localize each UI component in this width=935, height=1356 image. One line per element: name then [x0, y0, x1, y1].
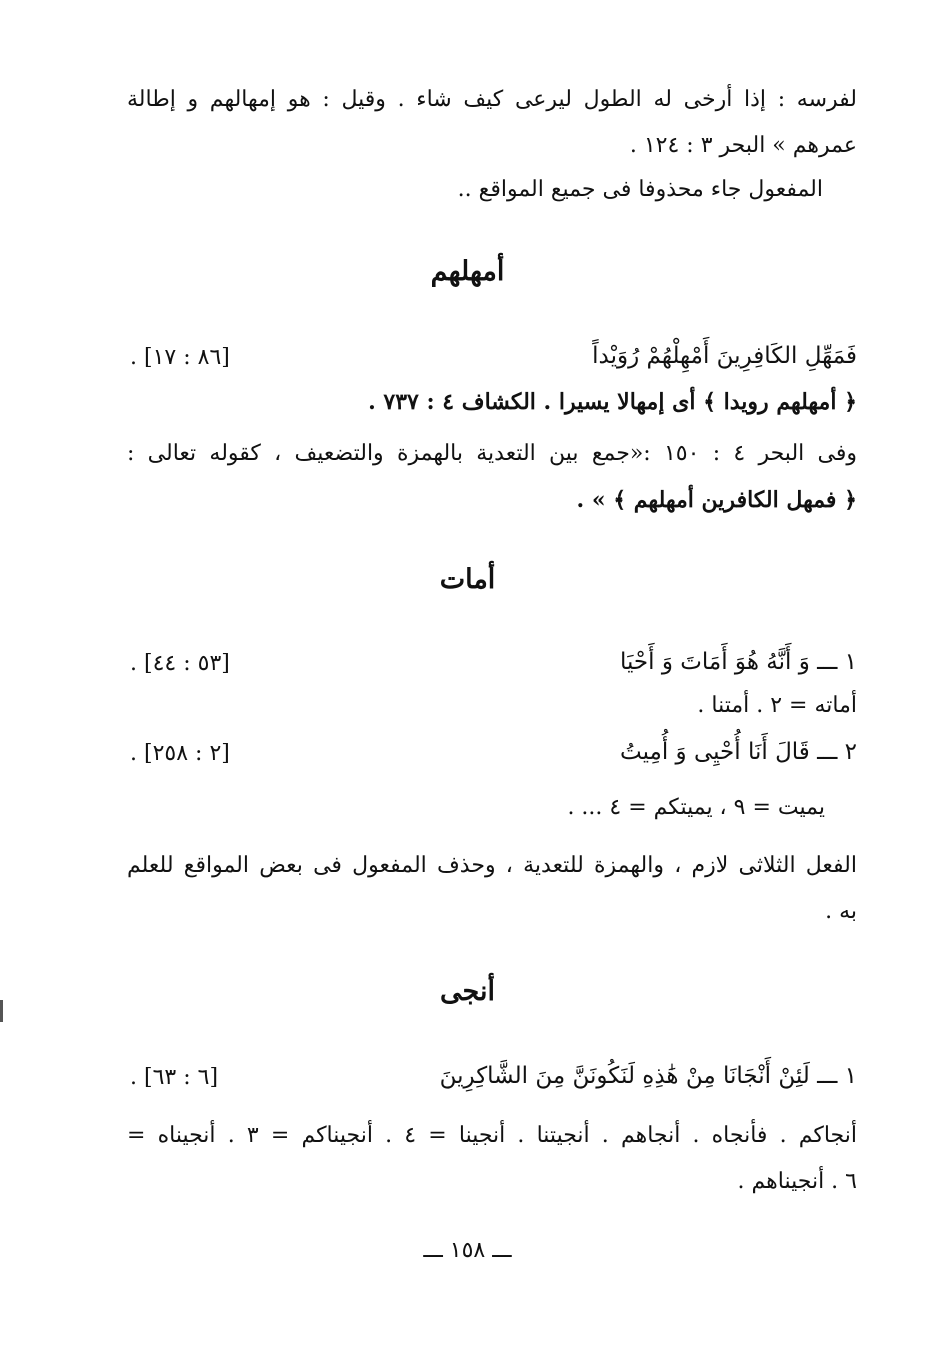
- verse-amata-1: ١ ـــ وَ أَنَّهُ هُوَ أَمَاتَ وَ أَحْيَا: [619, 649, 857, 675]
- intro-line-3: المفعول جاء محذوفا فى جميع المواقع ..: [457, 177, 823, 202]
- verse-reference: [٦ : ٦٣] .: [130, 1065, 219, 1090]
- verse-anja-1: ١ ـــ لَئِنْ أَنْجَانَا مِنْ هَٰذِهِ لَنَكُونَنَّ مِنَ الشَّاكِرِينَ: [439, 1063, 857, 1089]
- commentary-line: به .: [825, 899, 857, 924]
- page-number: ـــ ١٥٨ ـــ: [423, 1238, 512, 1263]
- scan-edge-mark: [0, 1000, 3, 1022]
- intro-line-1: لفرسه : إذا أرخى له الطول ليرعى كيف شاء . وقيل : هو إمهالهم و إطالة: [127, 87, 857, 112]
- commentary-line: ﴿ فمهل الكافرين أمهلهم ﴾ » .: [576, 487, 857, 513]
- verse-amata-2: ٢ ـــ قَالَ أَنَا أُحْيِى وَ أُمِيتُ: [619, 739, 857, 765]
- word-forms-line: أنجاكم . فأنجاه . أنجاهم . أنجيتنا . أنجينا = ٤ . أنجيناكم = ٣ . أنجيناه =: [127, 1123, 857, 1148]
- commentary-line: ﴿ أمهلهم رويدا ﴾ أى إمهالا يسيرا . الكشاف ٤ : ٧٣٧ .: [368, 389, 857, 415]
- word-forms-line: ٦ . أنجيناهم .: [737, 1169, 857, 1194]
- section-heading-amata: أمات: [439, 564, 496, 595]
- intro-line-2: عمرهم » البحر ٣ : ١٢٤ .: [629, 133, 857, 158]
- verse-amhilhum: فَمَهِّلِ الكَافِرِينَ أَمْهِلْهُمْ رُوَيْداً: [592, 343, 857, 369]
- verse-reference: [٢ : ٢٥٨] .: [130, 741, 230, 766]
- verse-reference: [٥٣ : ٤٤] .: [130, 651, 230, 676]
- verse-reference: [٨٦ : ١٧] .: [130, 345, 230, 370]
- commentary-line: الفعل الثلاثى لازم ، والهمزة للتعدية ، وحذف المفعول فى بعض المواقع للعلم: [127, 853, 857, 878]
- section-heading-amhilhum: أمهلهم: [430, 256, 505, 287]
- word-forms-line: يميت = ٩ ، يميتكم = ٤ ... .: [567, 795, 825, 820]
- section-heading-anja: أنجى: [440, 976, 495, 1007]
- word-forms-line: أماته = ٢ . أمتنا .: [697, 693, 857, 718]
- commentary-line: وفى البحر ٤ : ١٥٠ :«جمع بين التعدية بالهمزة والتضعيف ، كقوله تعالى :: [127, 441, 857, 466]
